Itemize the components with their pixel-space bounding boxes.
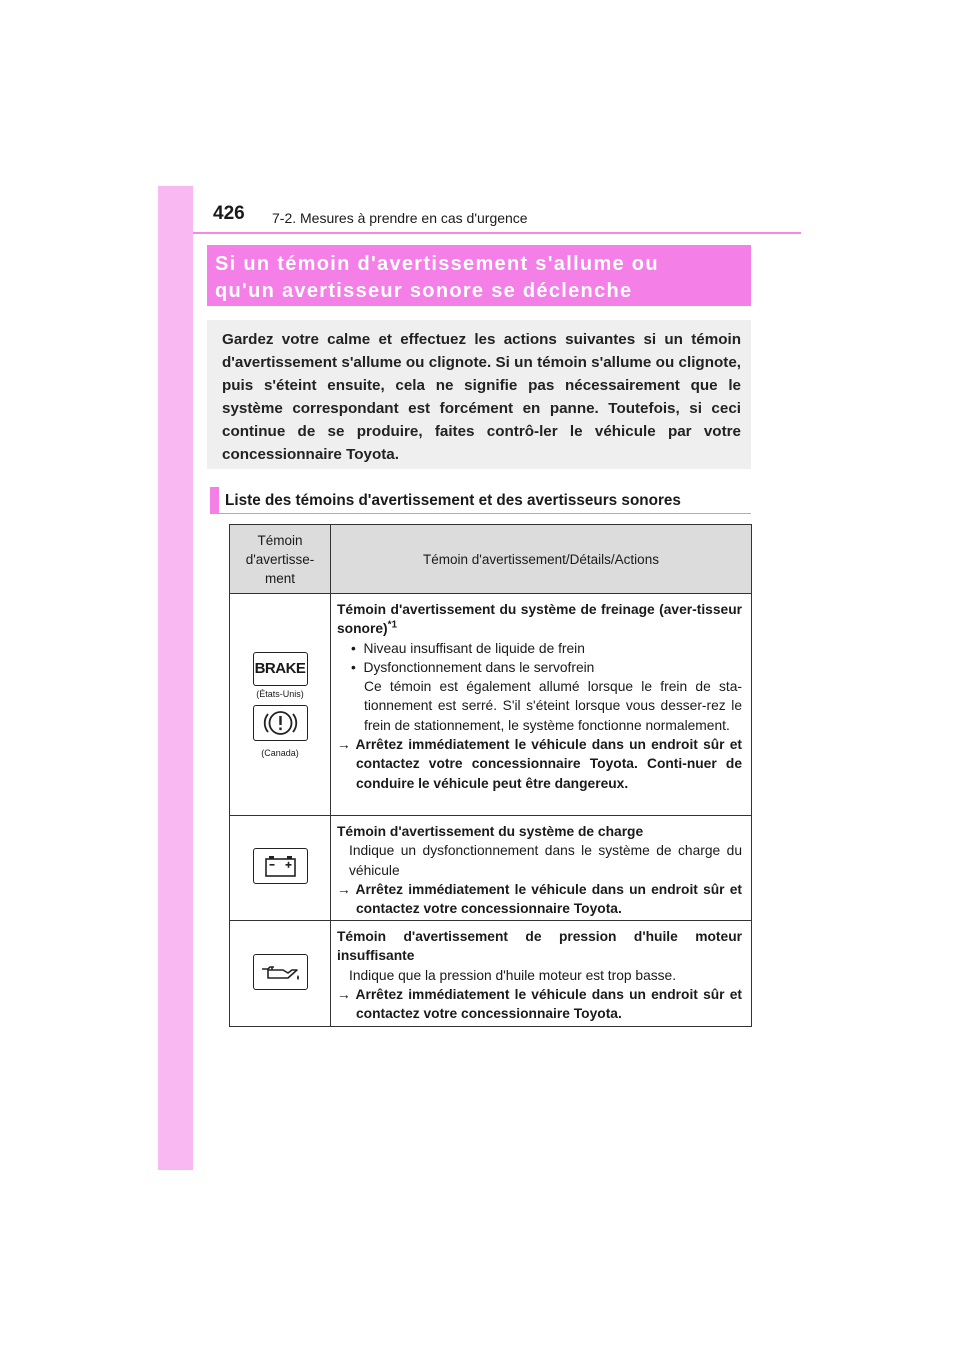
- action-text: → Arrêtez immédiatement le véhicule dans un endroit sûr et contactez votre concessionnaire Toyota. Conti-nuer de conduire le véhicule peut être dangereux.: [337, 737, 742, 791]
- header-rule: [193, 232, 801, 234]
- description-cell: [331, 594, 752, 816]
- exclamation-circle-icon: [253, 705, 308, 741]
- arrow-icon: →: [337, 986, 351, 1002]
- header-details: Témoin d'avertissement/Détails/Actions: [331, 525, 752, 594]
- page-title-line-1: Si un témoin d'avertissement s'allume ou: [215, 253, 659, 275]
- warning-light-table: [229, 524, 752, 1027]
- description-cell: [331, 921, 752, 1027]
- caption-canada: (Canada): [261, 747, 299, 758]
- arrow-icon: →: [337, 737, 351, 753]
- icon-cell: [230, 921, 331, 1027]
- section-title: 7-2. Mesures à prendre en cas d'urgence: [272, 210, 528, 226]
- page-number: 426: [213, 203, 245, 224]
- table-row: [230, 594, 752, 816]
- action-text: → Arrêtez immédiatement le véhicule dans un endroit sûr et contactez votre concessionnaire Toyota.: [337, 881, 742, 917]
- brake-warning-title: Témoin d'avertissement du système de freinage (aver-tisseur sonore)$^{*1}$: [337, 602, 742, 637]
- list-item: • Niveau insuffisant de liquide de frein: [351, 640, 585, 656]
- oil-pressure-detail-text: Indique que la pression d'huile moteur est trop basse.: [349, 967, 677, 983]
- list-item: • Dysfonctionnement dans le servofrein: [351, 659, 595, 675]
- footnote-marker: *1: [387, 619, 398, 631]
- battery-icon: [253, 848, 308, 884]
- page-title-line-2: qu'un avertisseur sonore se déclenche: [215, 280, 633, 302]
- header-warning-light: Témoin d'avertisse- ment: [230, 525, 331, 594]
- action-text: → Arrêtez immédiatement le véhicule dans un endroit sûr et contactez votre concessionnaire Toyota.: [337, 986, 742, 1022]
- icon-cell: [230, 816, 331, 921]
- list-subheading: [210, 487, 751, 514]
- oil-pressure-warning-title: Témoin d'avertissement de pression d'huile moteur insuffisante: [337, 929, 742, 964]
- table-header-row: [230, 525, 752, 594]
- page-title-banner: [207, 245, 751, 306]
- caption-us: (États-Unis): [256, 688, 304, 699]
- icon-cell: [230, 594, 331, 816]
- intro-box: [207, 320, 751, 469]
- brake-detail-text: Ce témoin est également allumé lorsque le frein de sta-tionnement est serré. S'il s'éteint lorsque vous desser-rez le frein de stationnement, le système fonctionne normalement.: [364, 679, 742, 733]
- brake-warning-icon: BRAKE: [253, 652, 308, 686]
- table-row: [230, 921, 752, 1027]
- oil-pressure-icon: [253, 954, 308, 990]
- list-subheading-text: Liste des témoins d'avertissement et des avertisseurs sonores: [225, 492, 681, 509]
- charging-detail-text: Indique un dysfonctionnement dans le système de charge du véhicule: [349, 843, 742, 878]
- intro-text: Gardez votre calme et effectuez les actions suivantes si un témoin d'avertissement s'allume ou clignote. Si un témoin s'allume ou clignote, puis s'éteint ensuite, cela ne signifie pas nécessairement que le système correspondant est forcément en panne. Toutefois, si ceci continue de se produire, faites contrô-ler le véhicule par votre concessionnaire Toyota.: [222, 331, 741, 464]
- side-tab-bar: [158, 186, 193, 1170]
- description-cell: [331, 816, 752, 921]
- table-row: [230, 816, 752, 921]
- arrow-icon: →: [337, 881, 351, 897]
- charging-warning-title: Témoin d'avertissement du système de charge: [337, 824, 644, 839]
